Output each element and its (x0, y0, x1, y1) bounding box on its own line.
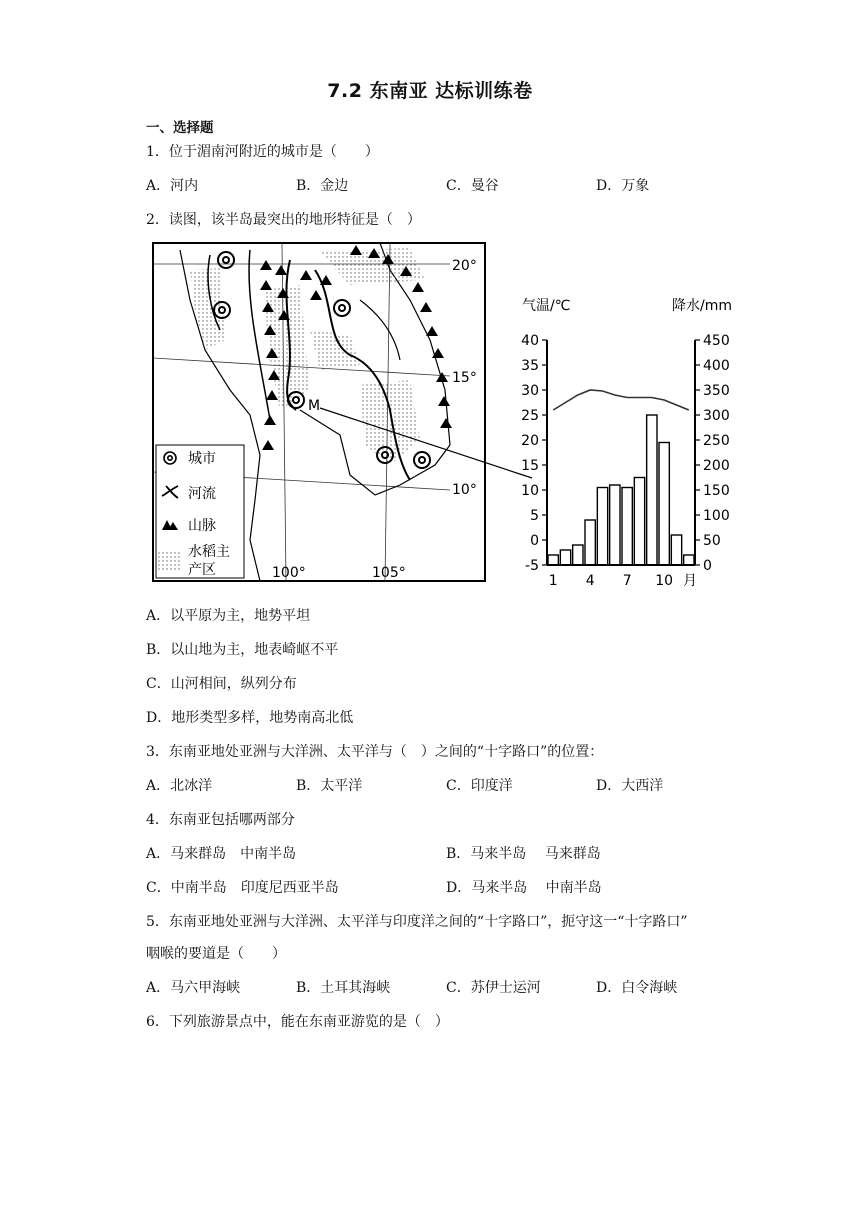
chart-left-tick-label: -5 (525, 558, 539, 574)
map-point-label-m: M (308, 398, 321, 414)
chart-x-tick-label: 1 (548, 573, 558, 589)
chart-precip-bar (622, 488, 632, 566)
q5-option-a: A．马六甲海峡 (146, 980, 241, 996)
q4-option-b: B．马来半岛 马来群岛 (446, 846, 601, 862)
q4-option-a: A．马来群岛 中南半岛 (146, 846, 297, 862)
climate-chart (521, 297, 732, 589)
chart-precip-bar (684, 555, 694, 565)
q2-option-b: B．以山地为主，地表崎岖不平 (146, 642, 339, 658)
chart-precip-bar (597, 488, 607, 566)
chart-right-tick-label: 300 (703, 408, 730, 424)
lat-label-20: 20° (452, 258, 477, 274)
chart-precip-bar (585, 520, 595, 565)
legend-rice-label-2: 产区 (188, 562, 216, 578)
q1-option-b: B．金边 (296, 178, 349, 194)
q3-option-d: D．大西洋 (596, 778, 664, 794)
chart-precip-bar (671, 535, 681, 565)
q2-option-a: A．以平原为主，地势平坦 (146, 608, 311, 624)
chart-left-tick-label: 35 (521, 358, 539, 374)
chart-left-tick-label: 5 (530, 508, 539, 524)
chart-x-tick-label: 7 (622, 573, 632, 589)
legend-city-label: 城市 (188, 451, 216, 467)
chart-right-tick-label: 100 (703, 508, 730, 524)
chart-bars (548, 415, 694, 565)
q1-option-d: D．万象 (596, 178, 650, 194)
chart-x-ticks (549, 573, 673, 589)
q3-option-c: C．印度洋 (446, 778, 513, 794)
question-3-stem: 3．东南亚地处亚洲与大洋洲、太平洋与（ ）之间的“十字路口”的位置： (146, 744, 604, 760)
lat-label-10: 10° (452, 482, 477, 498)
legend-rice-symbol (158, 550, 182, 572)
q5-option-d: D．白令海峡 (596, 980, 678, 996)
q3-option-b: B．太平洋 (296, 778, 363, 794)
chart-precip-bar (647, 415, 657, 565)
q2-option-d: D．地形类型多样，地势南高北低 (146, 710, 354, 726)
chart-right-tick-label: 350 (703, 383, 730, 399)
chart-precip-bar (548, 555, 558, 565)
chart-precip-bar (634, 478, 644, 566)
chart-precip-bar (573, 545, 583, 565)
chart-right-tick-label: 250 (703, 433, 730, 449)
legend-mountain-label: 山脉 (188, 518, 216, 534)
chart-precip-bar (659, 443, 669, 566)
lon-label-105: 105° (372, 565, 406, 581)
chart-left-tick-label: 40 (521, 333, 539, 349)
question-4-stem: 4．东南亚包括哪两部分 (146, 812, 295, 828)
question-5-stem-line-2: 咽喉的要道是（ ） (146, 946, 286, 962)
q1-option-c: C．曼谷 (446, 178, 499, 194)
page-title: 7.2 东南亚 达标训练卷 (327, 80, 533, 102)
chart-x-tick-label: 10 (655, 573, 674, 589)
question-1-stem: 1．位于湄南河附近的城市是（ ） (146, 144, 379, 160)
q4-option-c: C．中南半岛 印度尼西亚半岛 (146, 880, 339, 896)
chart-left-ticks (521, 333, 547, 574)
question-2-stem: 2．读图，该半岛最突出的地形特征是（ ） (146, 212, 421, 228)
chart-left-tick-label: 0 (530, 533, 539, 549)
chart-x-unit: 月 (683, 573, 697, 589)
chart-left-tick-label: 20 (521, 433, 539, 449)
chart-left-axis-title: 气温/℃ (522, 298, 571, 314)
q5-option-c: C．苏伊士运河 (446, 980, 541, 996)
chart-right-tick-label: 450 (703, 333, 730, 349)
q5-option-b: B．土耳其海峡 (296, 980, 391, 996)
chart-left-tick-label: 25 (521, 408, 539, 424)
q1-option-a: A．河内 (146, 178, 199, 194)
question-5-stem-line-1: 5．东南亚地处亚洲与大洋洲、太平洋与印度洋之间的“十字路口”，扼守这一“十字路口” (146, 914, 688, 930)
chart-left-tick-label: 10 (521, 483, 539, 499)
chart-right-tick-label: 150 (703, 483, 730, 499)
lon-label-100: 100° (272, 565, 306, 581)
lat-label-15: 15° (452, 370, 477, 386)
figure-map-and-climate-chart (150, 240, 750, 590)
figure-svg (150, 240, 750, 590)
chart-left-tick-label: 15 (521, 458, 539, 474)
chart-precip-bar (560, 550, 570, 565)
q3-option-a: A．北冰洋 (146, 778, 213, 794)
chart-right-axis-title: 降水/mm (672, 298, 732, 314)
chart-x-tick-label: 4 (585, 573, 595, 589)
legend-river-label: 河流 (188, 486, 216, 502)
chart-right-ticks (695, 333, 730, 574)
chart-right-tick-label: 0 (703, 558, 712, 574)
chart-precip-bar (610, 485, 620, 565)
section-heading: 一、选择题 (146, 120, 214, 136)
chart-right-tick-label: 400 (703, 358, 730, 374)
legend-rice-label-1: 水稻主 (188, 544, 230, 560)
question-6-stem: 6．下列旅游景点中，能在东南亚游览的是（ ） (146, 1014, 449, 1030)
q4-option-d: D．马来半岛 中南半岛 (446, 880, 602, 896)
chart-left-tick-label: 30 (521, 383, 539, 399)
q2-option-c: C．山河相间，纵列分布 (146, 676, 297, 692)
chart-right-tick-label: 200 (703, 458, 730, 474)
chart-right-tick-label: 50 (703, 533, 721, 549)
chart-temperature-line (553, 390, 689, 410)
